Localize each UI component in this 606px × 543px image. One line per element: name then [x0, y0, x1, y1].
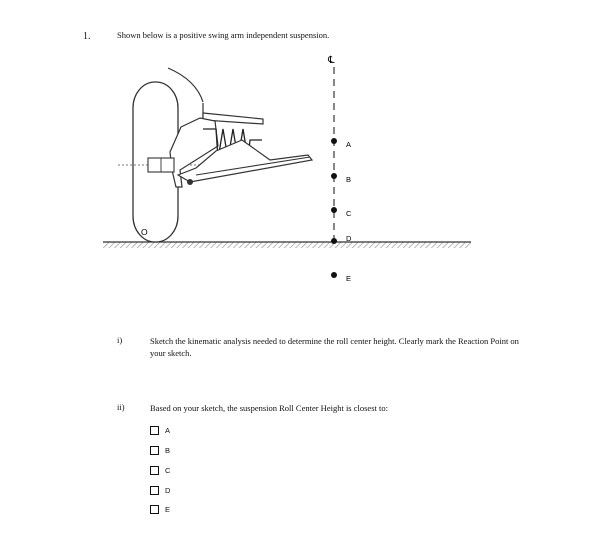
checkbox-b[interactable]	[150, 446, 159, 455]
ground-hatch	[103, 242, 471, 248]
point-d-label: D	[346, 234, 352, 243]
option-a-label: A	[165, 425, 171, 435]
point-c	[331, 207, 337, 213]
point-d	[331, 238, 337, 244]
option-b[interactable]	[150, 444, 170, 456]
option-c[interactable]	[150, 464, 170, 476]
question-number: 1.	[83, 31, 91, 42]
point-c-label: C	[346, 209, 352, 218]
part-ii-text: Based on your sketch, the suspension Roll Center Height is closest to:	[150, 403, 388, 413]
option-c-label: C	[165, 465, 171, 475]
point-e	[331, 272, 337, 278]
checkbox-a[interactable]	[150, 426, 159, 435]
wheel-contact-label: O	[141, 227, 148, 237]
centerline-symbol: ℄	[328, 55, 335, 66]
option-a[interactable]	[150, 424, 170, 436]
option-d[interactable]	[150, 484, 170, 496]
point-b	[331, 173, 337, 179]
lower-pivot	[187, 179, 193, 185]
part-i-text: Sketch the kinematic analysis needed to determine the roll center height. Clearly mark the Reaction Point on your sketch.	[150, 336, 519, 358]
checkbox-c[interactable]	[150, 466, 159, 475]
point-b-label: B	[346, 175, 352, 184]
option-e-label: E	[165, 504, 171, 514]
question-statement: Shown below is a positive swing arm independent suspension.	[117, 30, 330, 40]
point-a-label: A	[346, 140, 352, 149]
point-e-label: E	[346, 274, 352, 283]
checkbox-d[interactable]	[150, 486, 159, 495]
part-ii-number: ii)	[117, 402, 125, 412]
part-i-number: i)	[117, 335, 123, 345]
point-a	[331, 138, 337, 144]
option-e[interactable]	[150, 503, 170, 515]
option-b-label: B	[165, 445, 171, 455]
checkbox-e[interactable]	[150, 505, 159, 514]
option-d-label: D	[165, 485, 171, 495]
